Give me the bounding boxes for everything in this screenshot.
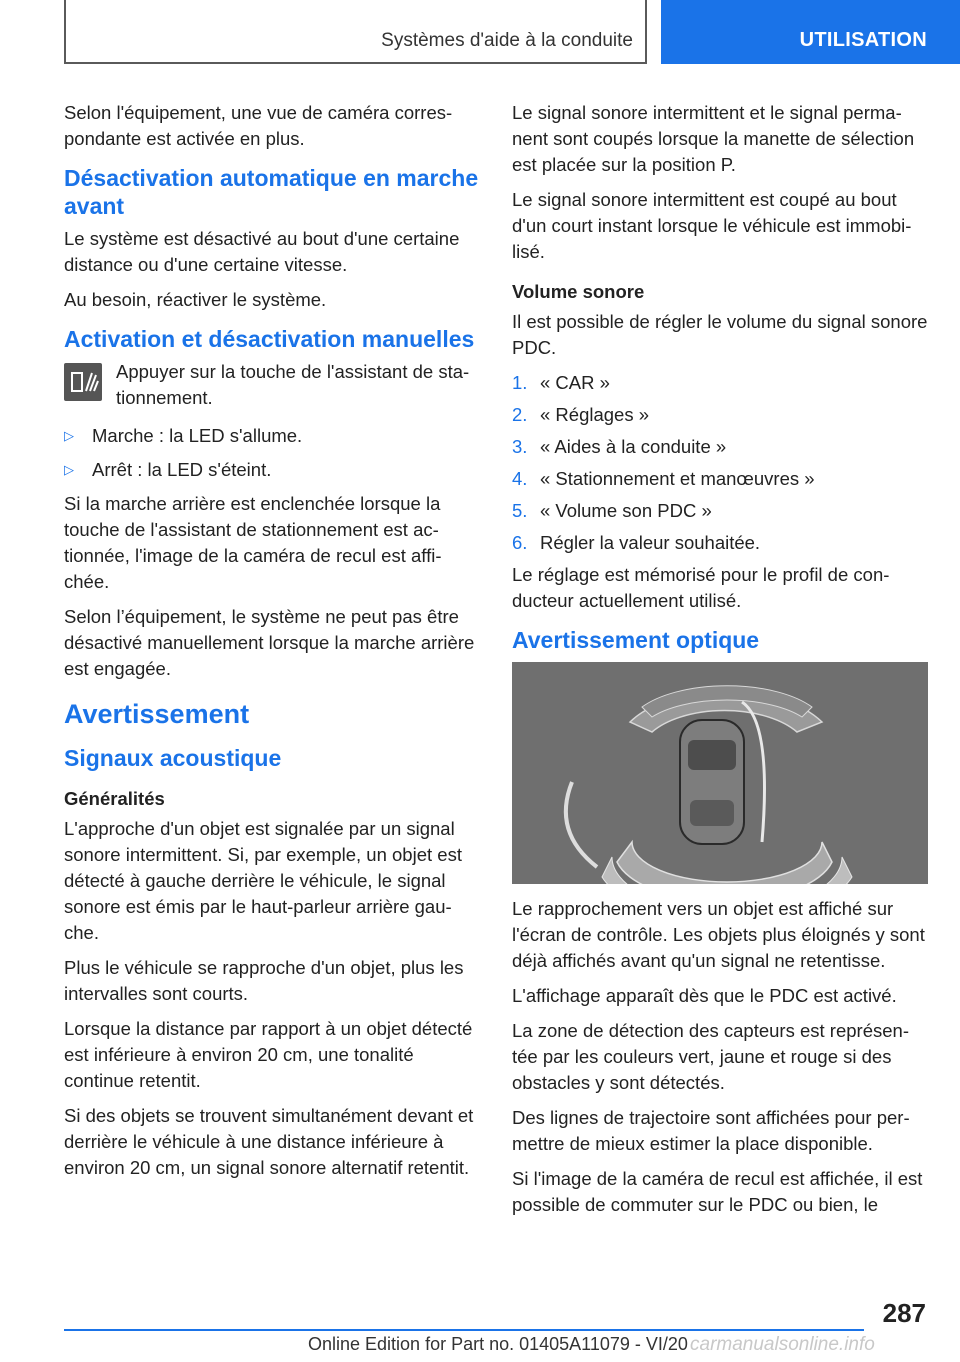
step-item — [512, 530, 928, 556]
header-section-title: Systèmes d'aide à la conduite — [381, 30, 633, 51]
paragraph: Au besoin, réactiver le système. — [64, 289, 327, 310]
list-item — [64, 457, 480, 483]
right-column — [512, 100, 928, 1227]
footer-divider — [64, 1329, 864, 1331]
header-tab — [661, 0, 960, 64]
heading-warning: Avertissement — [64, 699, 250, 729]
heading-auto-deactivation: Désactivation automatique en marche avant — [64, 165, 479, 219]
list-item-text: Marche : la LED s'allume. — [92, 425, 303, 446]
paragraph: Plus le véhicule se rapproche d'un objet, plus les intervalles sont courts. — [64, 957, 464, 1004]
step-text: « CAR » — [540, 372, 610, 393]
step-item — [512, 434, 928, 460]
paragraph: Si l'image de la caméra de recul est affichée, il est possible de commuter sur le PDC ou bien, le — [512, 1168, 923, 1215]
paragraph: Le signal sonore intermittent et le signal permanent sont coupés lorsque la manette de sélection est placée sur la position P. — [512, 102, 915, 175]
step-number: 6. — [512, 532, 528, 553]
step-number: 4. — [512, 468, 528, 489]
paragraph: Si des objets se trouvent simultanément devant et derrière le véhicule à une distance inférieure à environ 20 cm, un signal sonore alternatif retentit. — [64, 1105, 474, 1178]
paragraph: Selon l’équipement, le système ne peut pas être désactivé manuellement lorsque la marche arrière est engagée. — [64, 606, 475, 679]
heading-general: Généralités — [64, 788, 165, 809]
step-text: « Réglages » — [540, 404, 650, 425]
step-number: 1. — [512, 372, 528, 393]
list-item — [64, 423, 480, 449]
step-text: « Stationnement et manœuvres » — [540, 468, 815, 489]
paragraph: La zone de détection des capteurs est représentée par les couleurs vert, jaune et rouge si des obstacles y sont détectés. — [512, 1020, 909, 1093]
step-item — [512, 466, 928, 492]
step-item — [512, 498, 928, 524]
header-section-box — [64, 0, 647, 64]
step-item — [512, 402, 928, 428]
icon-instruction — [64, 359, 480, 411]
step-text: Régler la valeur souhaitée. — [540, 532, 761, 553]
paragraph: L'affichage apparaît dès que le PDC est activé. — [512, 985, 897, 1006]
left-column — [64, 100, 480, 1190]
list-item-text: Arrêt : la LED s'éteint. — [92, 459, 272, 480]
paragraph: Lorsque la distance par rapport à un objet détecté est inférieure à environ 20 cm, une tonalité continue retentit. — [64, 1018, 473, 1091]
heading-acoustic: Signaux acoustique — [64, 745, 282, 771]
paragraph: Le rapprochement vers un objet est affiché sur l'écran de contrôle. Les objets plus éloignés y sont déjà affichés avant qu'un signal ne retentisse. — [512, 898, 925, 971]
heading-volume: Volume sonore — [512, 281, 645, 302]
header-tab-label: UTILISATION — [799, 29, 927, 51]
pdc-car-illustration — [512, 662, 928, 884]
triangle-bullet-icon: ▷ — [64, 462, 74, 477]
step-number: 3. — [512, 436, 528, 457]
step-number: 2. — [512, 404, 528, 425]
paragraph: Si la marche arrière est enclenchée lorsque la touche de l'assistant de stationnement est actionnée, l'image de la caméra de recul est affichée. — [64, 493, 442, 592]
icon-instruction-text: Appuyer sur la touche de l'assistant de stationnement. — [116, 361, 470, 408]
step-text: « Aides à la conduite » — [540, 436, 727, 457]
pdc-display-figure — [512, 662, 928, 884]
paragraph: Le réglage est mémorisé pour le profil de conducteur actuellement utilisé. — [512, 564, 890, 611]
heading-optical: Avertissement optique — [512, 627, 760, 653]
paragraph: Il est possible de régler le volume du signal sonore PDC. — [512, 311, 928, 358]
triangle-bullet-icon: ▷ — [64, 428, 74, 443]
paragraph: Le système est désactivé au bout d'une certaine distance ou d'une certaine vitesse. — [64, 228, 460, 275]
paragraph: Des lignes de trajectoire sont affichées pour permettre de mieux estimer la place disponible. — [512, 1107, 910, 1154]
step-text: « Volume son PDC » — [540, 500, 712, 521]
watermark: carmanualsonline.info — [690, 1334, 875, 1355]
parking-assistant-icon — [64, 363, 102, 401]
paragraph: Selon l'équipement, une vue de caméra correspondante est activée en plus. — [64, 102, 453, 149]
step-number: 5. — [512, 500, 528, 521]
paragraph: L'approche d'un objet est signalée par un signal sonore intermittent. Si, par exemple, un objet est détecté à gauche derrière le véhicule, le signal sonore est émis par le haut-parleur arrière gauche. — [64, 818, 462, 943]
paragraph: Le signal sonore intermittent est coupé au bout d'un court instant lorsque le véhicule est immobilisé. — [512, 189, 912, 262]
footer-edition: Online Edition for Part no. 01405A11079 - VI/20 — [308, 1334, 688, 1354]
step-item — [512, 370, 928, 396]
heading-manual-activation: Activation et désactivation manuelles — [64, 326, 475, 352]
page-number: 287 — [882, 1298, 926, 1328]
